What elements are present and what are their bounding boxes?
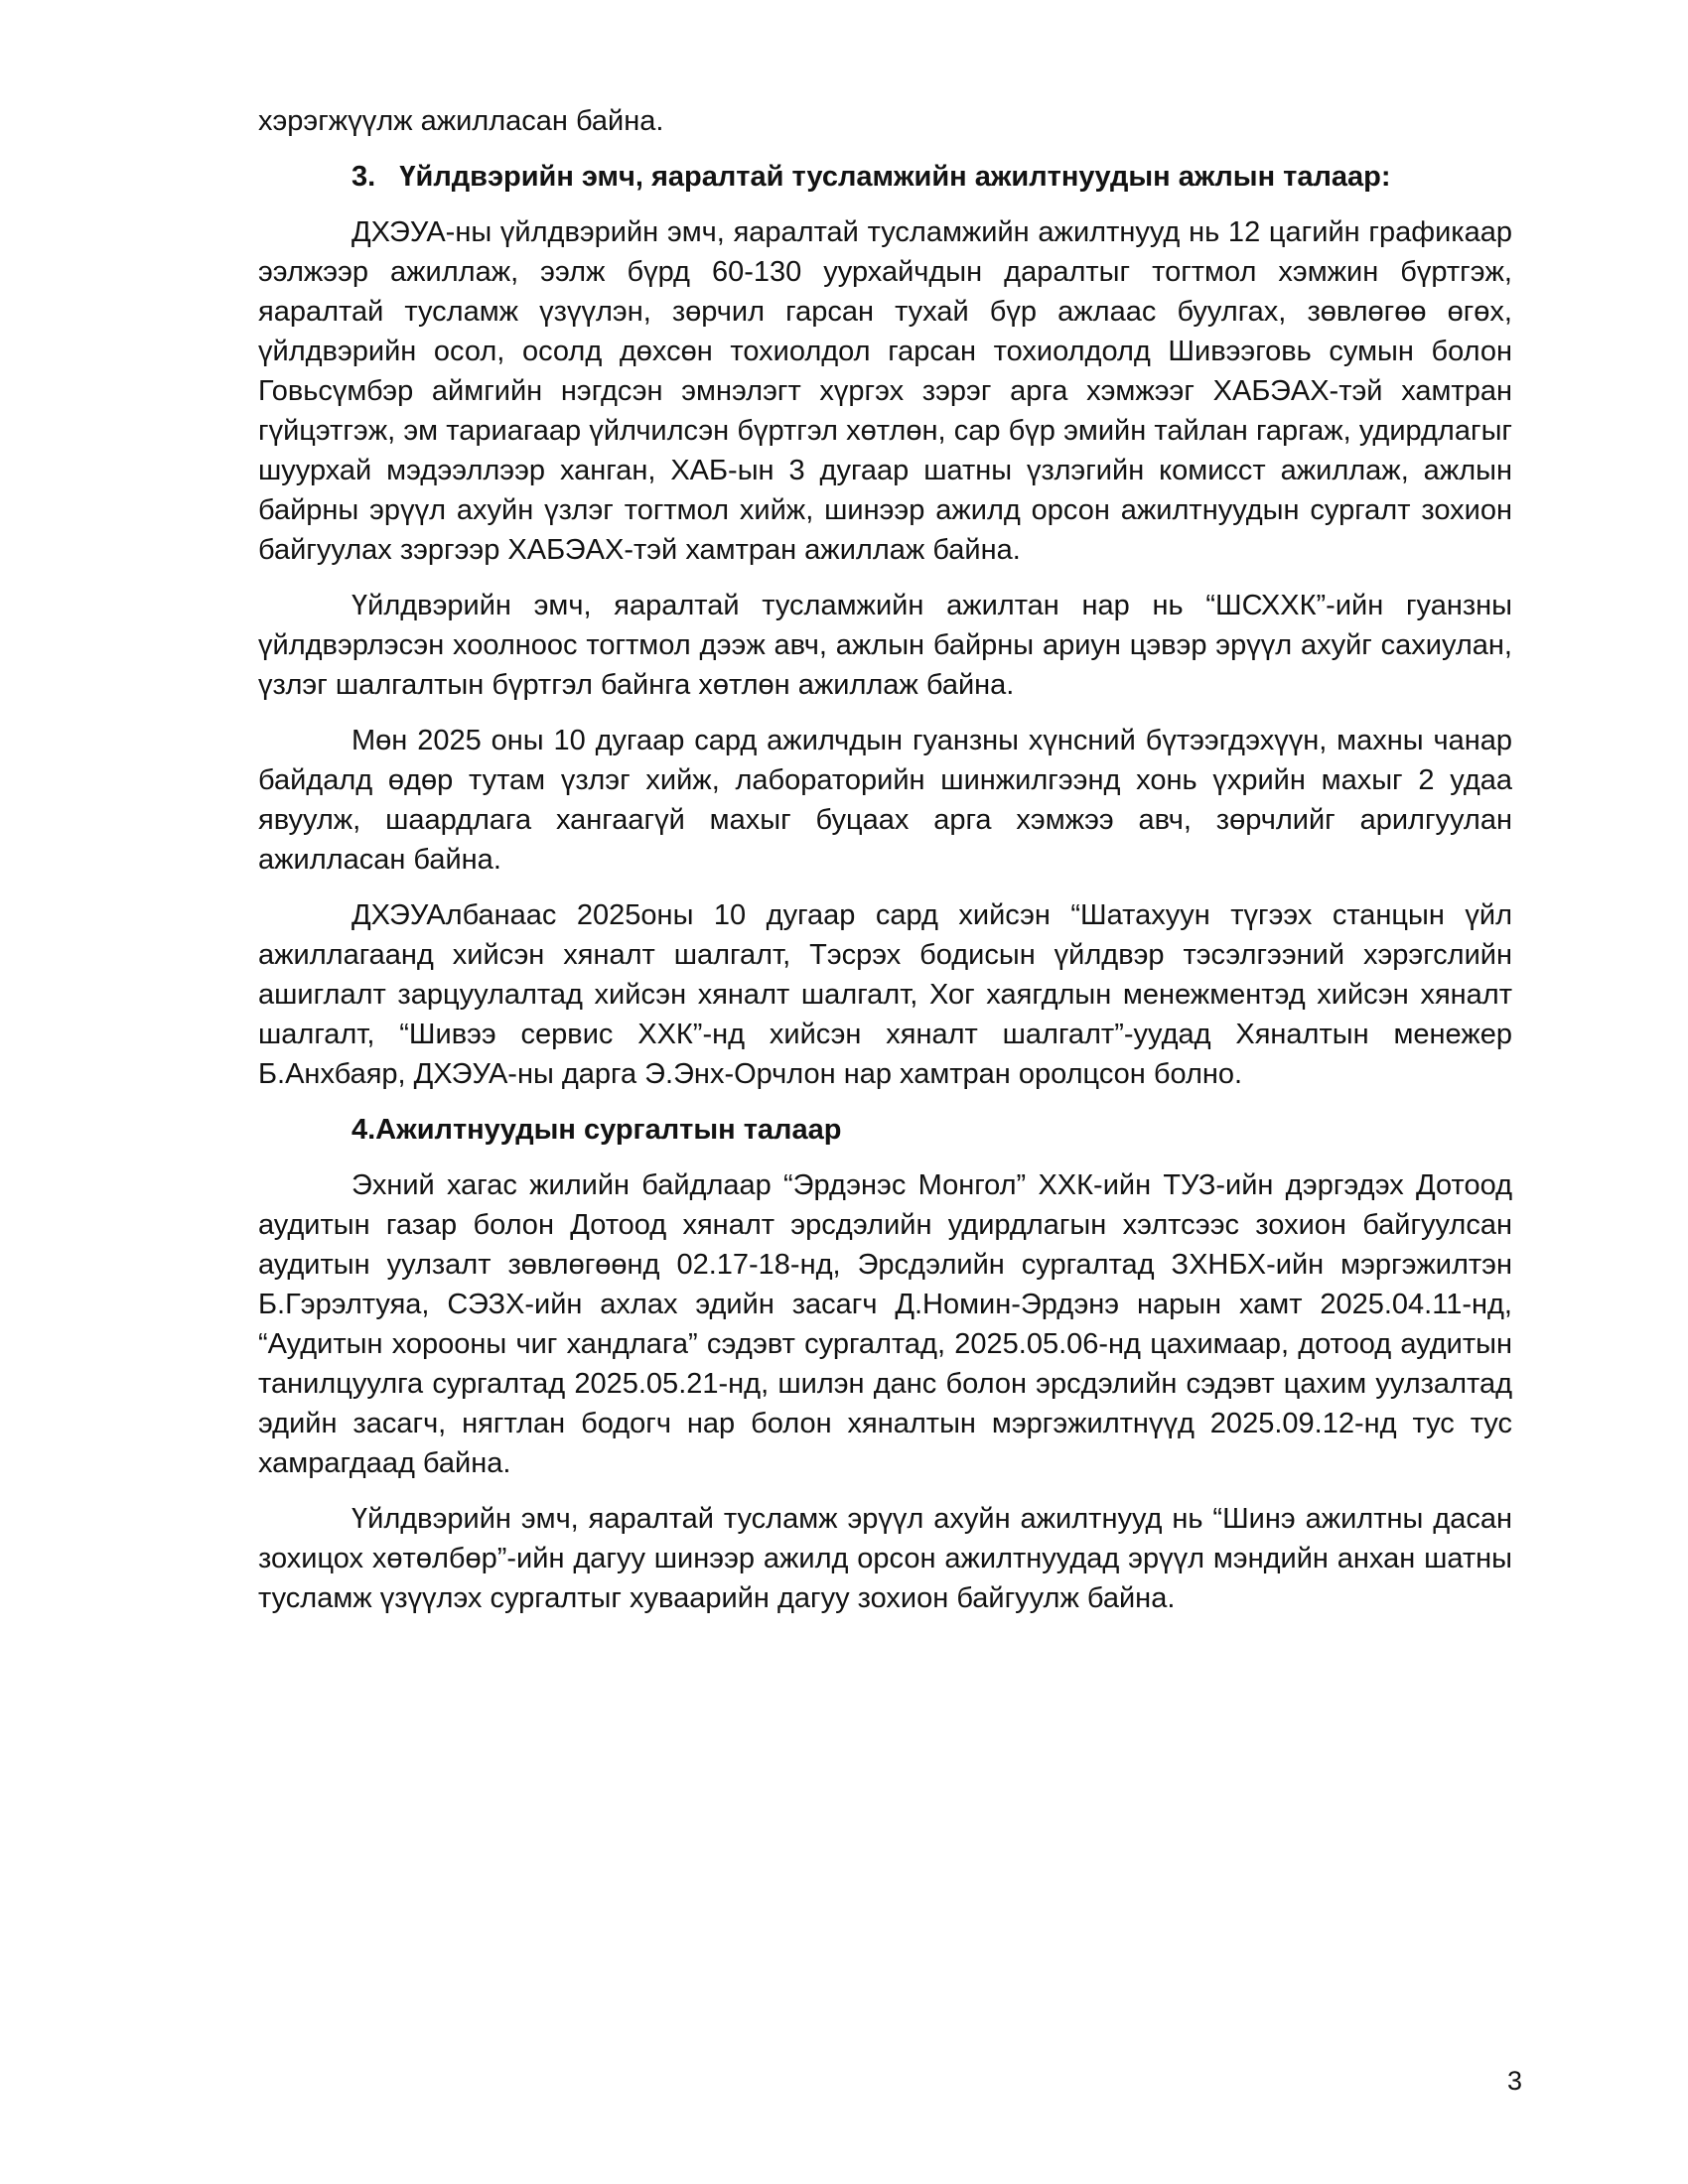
paragraph-canteen-hygiene: Үйлдвэрийн эмч, яаралтай тусламжийн ажилтан нар нь “ШСХХК”-ийн гуанзны үйлдвэрлэсэн хоолноос тогтмол дээж авч, ажлын байрны ариун цэвэр эрүүл ахуйг сахиулан, үзлэг шалгалтын бүртгэл байнга хөтлөн ажиллаж байна. xyxy=(258,590,1521,701)
paragraph-new-employee-training: Үйлдвэрийн эмч, яаралтай тусламж эрүүл ахуйн ажилтнууд нь “Шинэ ажилтны дасан зохицох хөтөлбөр”-ийн дагуу шинээр ажилд орсон ажилтнуудад эрүүл мэндийн анхан шатны тусламж үзүүлэх сургалтыг хуваарийн дагуу зохион байгуулж байна. xyxy=(258,1503,1521,1614)
paragraph-control-inspections: ДХЭУАлбанаас 2025оны 10 дугаар сард хийсэн “Шатахуун түгээх станцын үйл ажиллагаанд хийсэн хяналт шалгалт, Тэсрэх бодисын үйлдвэр тэсэлгээний хэрэгслийн ашиглалт зарцуулалтад хийсэн хяналт шалгалт, Хог хаягдлын менежментэд хийсэн хяналт шалгалт, “Шивээ сервис ХХК”-нд хийсэн хяналт шалгалт”-уудад Хяналтын менежер Б.Анхбаяр, ДХЭУА-ны дарга Э.Энх-Орчлон нар хамтран оролцсон болно. xyxy=(258,899,1521,1090)
section-heading-3: 3. Үйлдвэрийн эмч, яаралтай тусламжийн ажилтнуудын ажлын талаар: xyxy=(352,161,1391,193)
page-number: 3 xyxy=(1507,2066,1523,2096)
paragraph-continuation: хэрэгжүүлж ажилласан байна. xyxy=(258,105,664,137)
paragraph-training-audits: Эхний хагас жилийн байдлаар “Эрдэнэс Монгол” ХХК-ийн ТУЗ-ийн дэргэдэх Дотоод аудитын газар болон Дотоод хяналт эрсдэлийн удирдлагын хэлтсээс зохион байгуулсан аудитын уулзалт зөвлөгөөнд 02.17-18-нд, Эрсдэлийн сургалтад ЗХНБХ-ийн мэргэжилтэн Б.Гэрэлтуяа, СЭЗХ-ийн ахлах эдийн засагч Д.Номин-Эрдэнэ нарын хамт 2025.04.11-нд, “Аудитын хорооны чиг хандлага” сэдэвт сургалтад, 2025.05.06-нд цахимаар, дотоод аудитын танилцуулга сургалтад 2025.05.21-нд, шилэн данс болон эрсдэлийн сэдэвт цахим уулзалтад эдийн засагч, нягтлан бодогч нар болон хяналтын мэргэжилтнүүд 2025.09.12-нд тус тус хамрагдаад байна. xyxy=(258,1169,1521,1479)
paragraph-clinic-duty: ДХЭУА-ны үйлдвэрийн эмч, яаралтай тусламжийн ажилтнууд нь 12 цагийн графикаар ээлжээр ажиллаж, ээлж бүрд 60-130 уурхайчдын даралтыг тогтмол хэмжин бүртгэж, яаралтай тусламж үзүүлэн, зөрчил гарсан тухай бүр ажлаас буулгах, зөвлөгөө өгөх, үйлдвэрийн осол, осолд дөхсөн тохиолдол гарсан тохиолдолд Шивээговь сумын болон Говьсүмбэр аймгийн нэгдсэн эмнэлэгт хүргэх зэрэг арга хэмжээг ХАБЭАХ-тэй хамтран гүйцэтгэж, эм тариагаар үйлчилсэн бүртгэл хөтлөн, сар бүр эмийн тайлан гаргаж, удирдлагыг шуурхай мэдээллээр ханган, ХАБ-ын 3 дугаар шатны үзлэгийн комисст ажиллаж, ажлын байрны эрүүл ахуйн үзлэг тогтмол хийж, шинээр ажилд орсон ажилтнуудын сургалт зохион байгуулах зэргээр ХАБЭАХ-тэй хамтран ажиллаж байна. xyxy=(258,216,1521,566)
document-body xyxy=(258,101,1521,1634)
section-heading-4: 4.Ажилтнуудын сургалтын талаар xyxy=(352,1114,842,1146)
paragraph-food-inspection: Мөн 2025 оны 10 дугаар сард ажилчдын гуанзны хүнсний бүтээгдэхүүн, махны чанар байдалд өдөр тутам үзлэг хийж, лабораторийн шинжилгээнд хонь үхрийн махыг 2 удаа явуулж, шаардлага хангаагүй махыг буцаах арга хэмжээ авч, зөрчлийг арилгуулан ажилласан байна. xyxy=(258,725,1521,876)
